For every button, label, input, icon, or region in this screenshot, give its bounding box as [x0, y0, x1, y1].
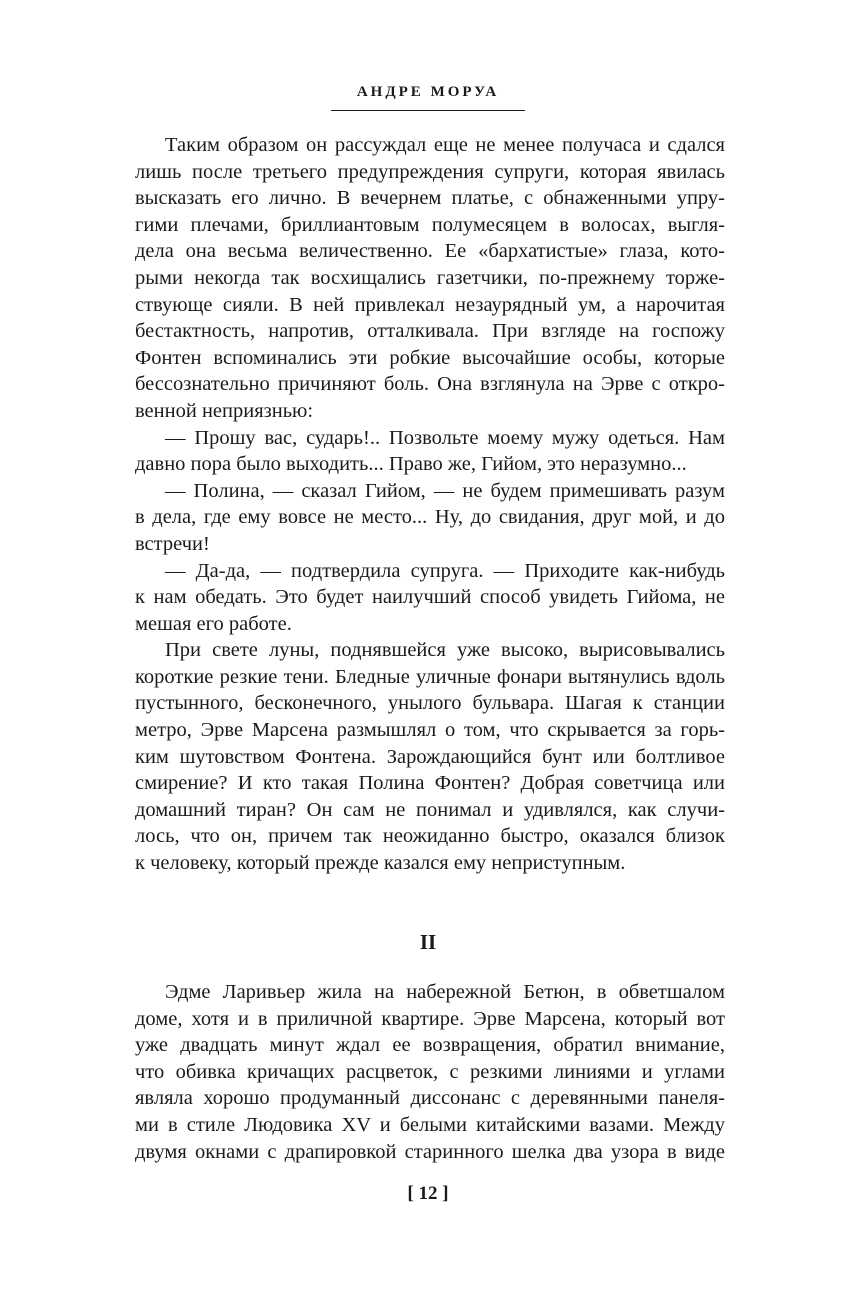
text-line: короткие резкие тени. Бледные уличные фонари вытянулись вдоль: [135, 665, 725, 688]
running-head-rule: [331, 110, 525, 111]
text-line: уже двадцать минут ждал ее возвращения, обратил внимание,: [135, 1034, 725, 1057]
chapter-number: II: [419, 930, 437, 954]
text-line: пустынного, бесконечного, унылого бульвара. Шагая к станции: [135, 692, 725, 715]
text-line: — Да-да, — подтвердила супруга. — Приходите как-нибудь: [165, 559, 725, 582]
page-number: [ 12 ]: [407, 1183, 449, 1204]
text-line: ми в стиле Людовика XV и белыми китайскими вазами. Между: [135, 1113, 725, 1136]
text-line: ким шутовством Фонтена. Зарождающийся бунт или болтливое: [135, 745, 725, 768]
text-line: гими плечами, бриллиантовым полумесяцем в волосах, выгля-: [135, 213, 725, 236]
text-line: в дела, где ему вовсе не место... Ну, до свидания, друг мой, и до: [135, 506, 725, 529]
text-line: являла хорошо продуманный диссонанс с деревянными панеля-: [135, 1087, 725, 1110]
text-line: При свете луны, поднявшейся уже высоко, вырисовывались: [165, 639, 725, 662]
text-line: высказать его лично. В вечернем платье, с обнаженными упру-: [135, 187, 725, 210]
text-line: Фонтен вспоминались эти робкие высочайшие особы, которые: [135, 346, 725, 369]
text-line: дела она весьма величественно. Ее «бархатистые» глаза, кото-: [135, 240, 725, 263]
text-line: смирение? И кто такая Полина Фонтен? Добрая советчица или: [135, 772, 725, 795]
text-block-2: [135, 979, 725, 1165]
text-line: лишь после третьего предупреждения супруги, которая явилась: [135, 160, 725, 183]
text-line: двумя окнами с драпировкой старинного шелка два узора в виде: [135, 1140, 725, 1163]
text-line: бессознательно причиняют боль. Она взглянула на Эрве с откро-: [135, 373, 725, 396]
text-line: домашний тиран? Он сам не понимал и удивлялся, как случи-: [135, 798, 725, 821]
text-line: давно пора было выходить... Право же, Гийом, это неразумно...: [135, 453, 687, 476]
text-block-1: [135, 132, 725, 877]
text-line: Таким образом он рассуждал еще не менее получаса и сдался: [165, 134, 725, 156]
text-line: к нам обедать. Это будет наилучший способ увидеть Гийома, не: [135, 586, 725, 609]
text-line: лось, что он, причем так неожиданно быстро, оказался близок: [135, 825, 725, 848]
text-line: что обивка кричащих расцветок, с резкими линиями и углами: [135, 1060, 725, 1083]
text-line: встречи!: [135, 532, 210, 555]
text-line: венной неприязнью:: [135, 399, 314, 422]
text-line: ствующе сияли. В ней привлекал незаурядный ум, а нарочитая: [135, 293, 725, 316]
text-line: — Прошу вас, сударь!.. Позвольте моему мужу одеться. Нам: [165, 426, 725, 449]
text-line: Эдме Ларивьер жила на набережной Бетюн, в обветшалом: [165, 981, 725, 1003]
text-line: к человеку, который прежде казался ему неприступным.: [135, 852, 626, 875]
text-line: — Полина, — сказал Гийом, — не будем примешивать разум: [165, 479, 725, 502]
text-line: бестактность, напротив, отталкивала. При взгляде на госпожу: [135, 320, 725, 343]
text-line: рыми некогда так восхищались газетчики, по-прежнему торже-: [135, 266, 725, 289]
text-line: доме, хотя и в приличной квартире. Эрве Марсена, который вот: [135, 1007, 725, 1030]
text-line: мешая его работе.: [135, 612, 292, 635]
text-line: метро, Эрве Марсена размышлял о том, что скрывается за горь-: [135, 719, 725, 742]
running-head: АНДРЕ МОРУА: [356, 84, 500, 100]
